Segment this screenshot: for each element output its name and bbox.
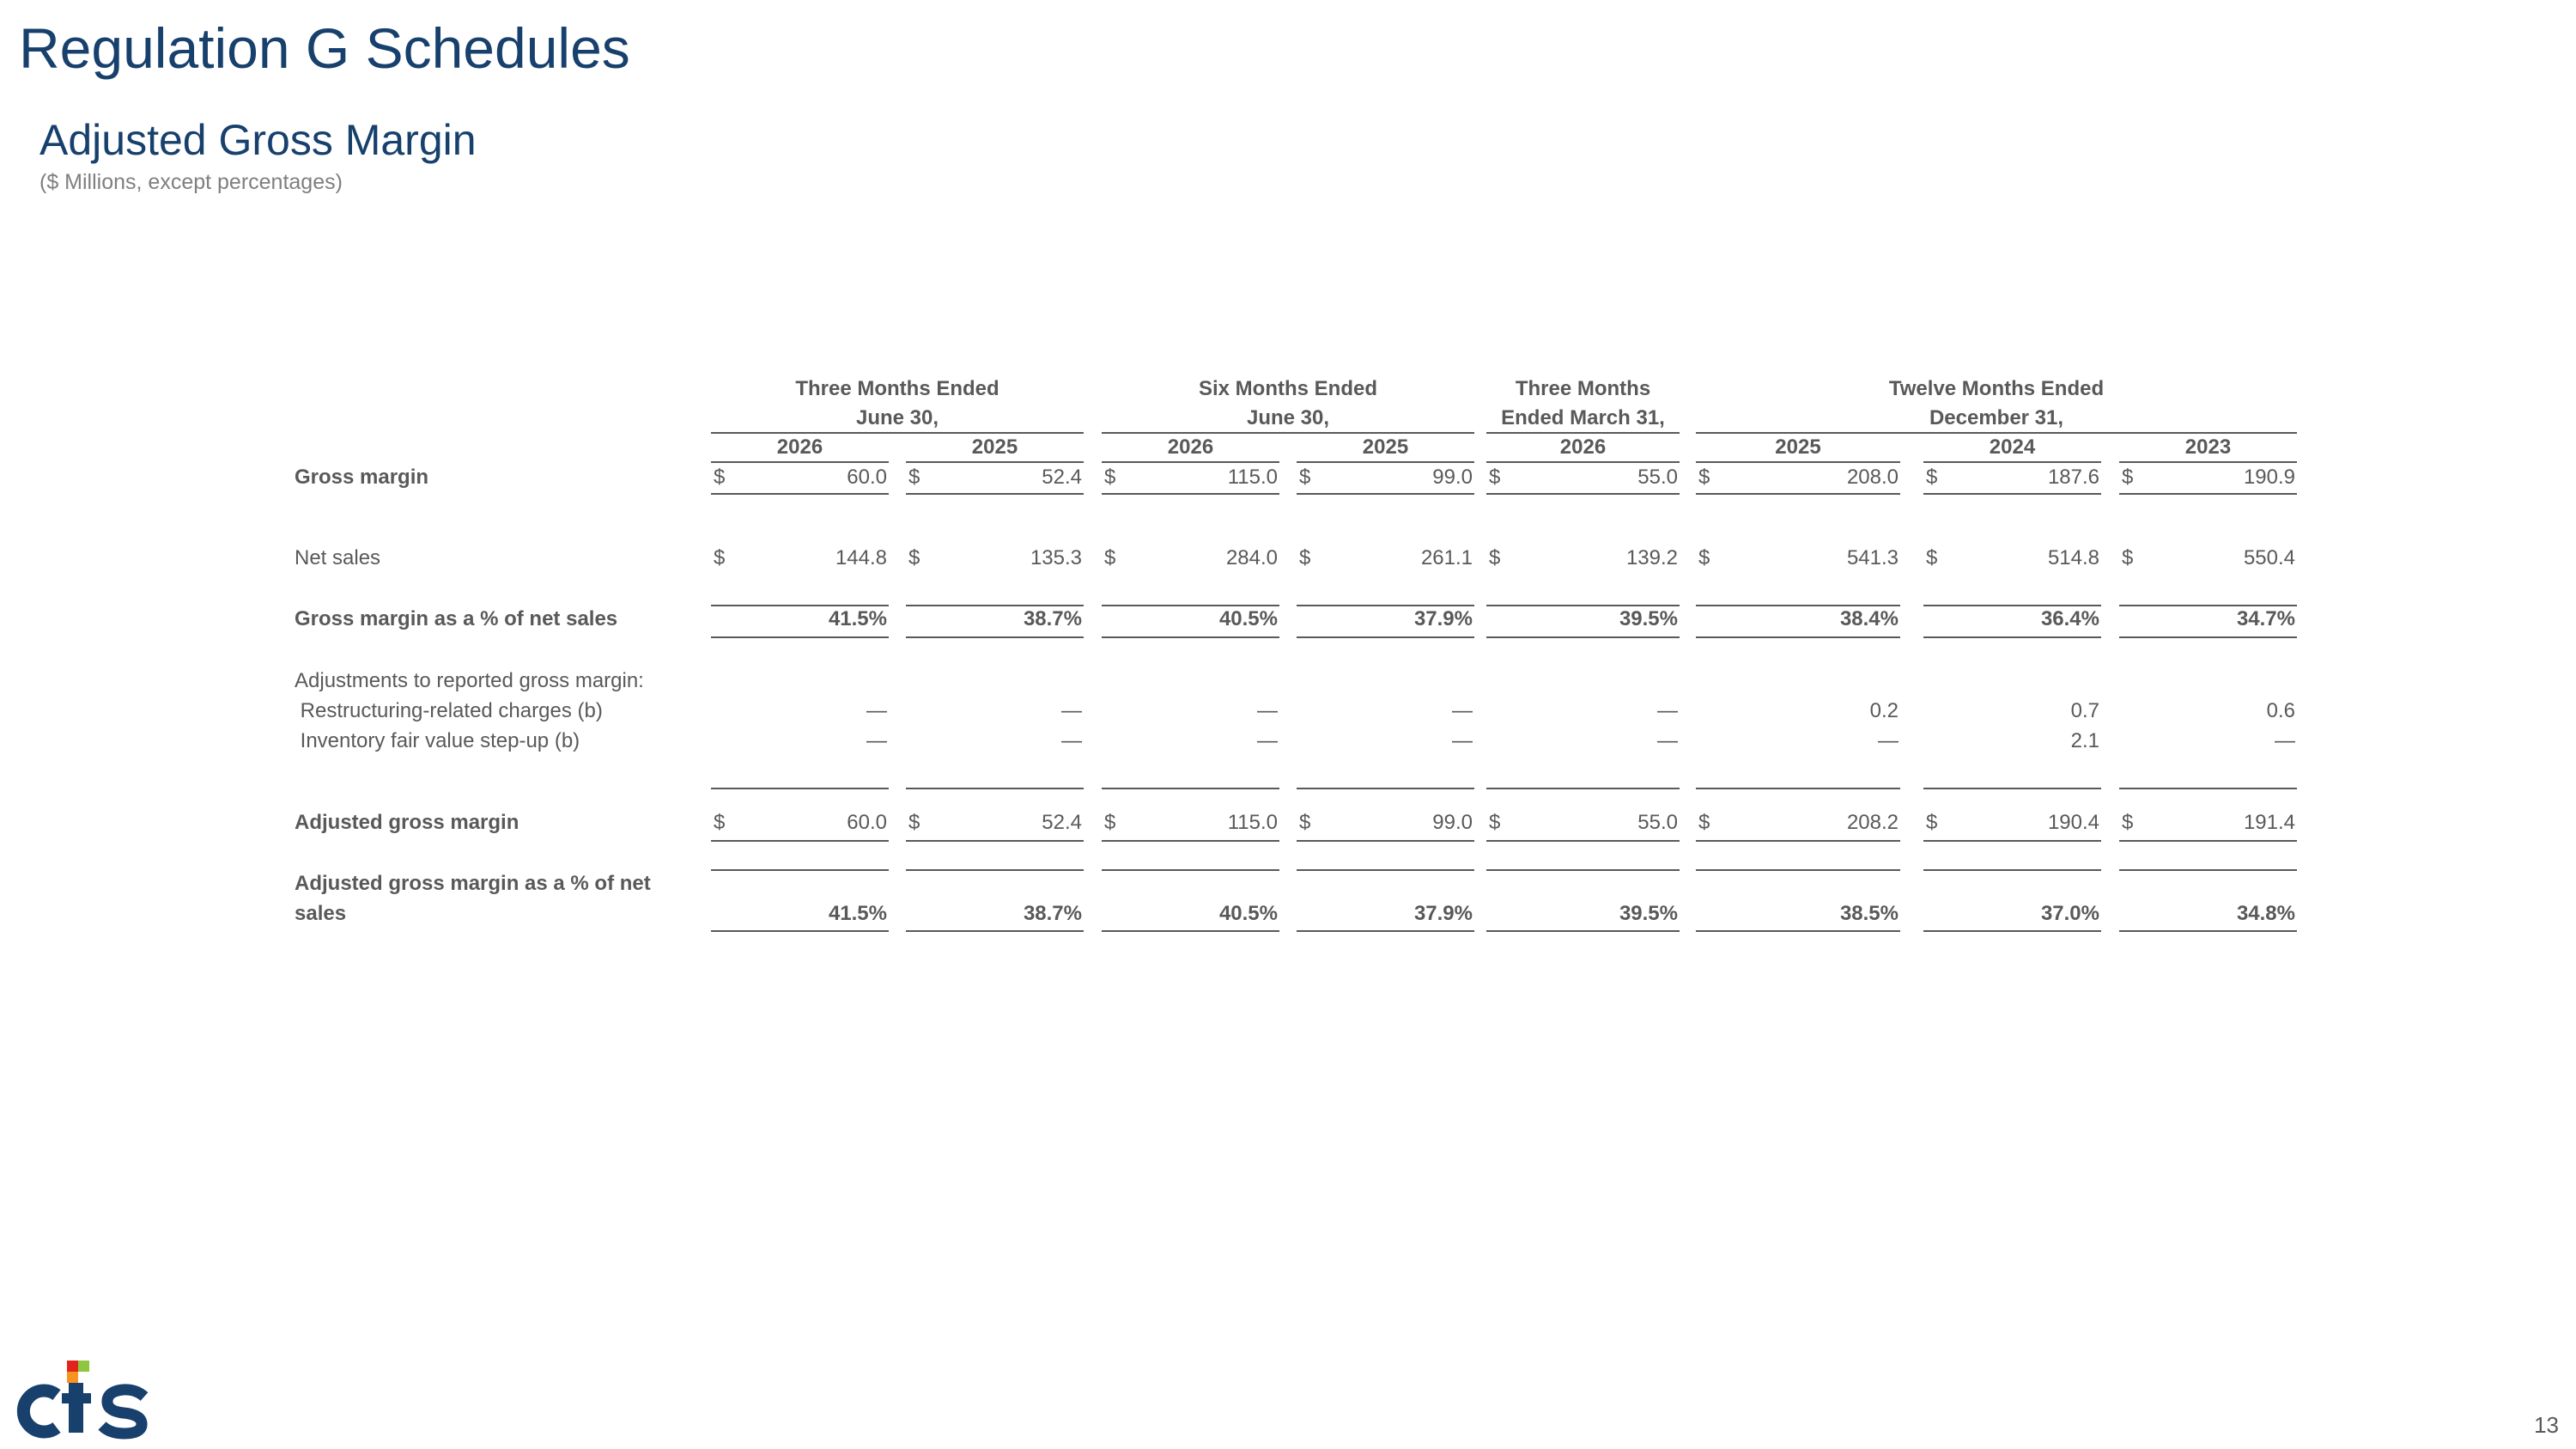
- year-header: 2023: [2184, 435, 2232, 459]
- year-underline: [1297, 461, 1474, 463]
- table-cell: 41.5%: [828, 607, 887, 630]
- year-header: 2026: [1559, 435, 1607, 459]
- group-header-underline: [711, 432, 1084, 434]
- table-cell: 55.0: [1637, 811, 1678, 834]
- table-cell: 514.8: [2047, 546, 2099, 569]
- table-cell: 39.5%: [1619, 607, 1678, 630]
- table-cell: 550.4: [2243, 546, 2295, 569]
- table-cell: —: [1657, 699, 1678, 722]
- currency-symbol: $: [1698, 546, 1710, 569]
- section-title: Adjusted Gross Margin: [39, 116, 477, 164]
- net-sales-underline: [906, 605, 1084, 606]
- year-header: 2025: [1775, 435, 1821, 459]
- units-note: ($ Millions, except percentages): [39, 170, 343, 194]
- table-cell: 99.0: [1432, 466, 1473, 489]
- currency-symbol: $: [1489, 811, 1501, 834]
- year-header: 2024: [1989, 435, 2036, 459]
- percent-underline: [1923, 636, 2101, 638]
- currency-symbol: $: [2122, 546, 2134, 569]
- adjustments-underline: [1102, 788, 1279, 789]
- gross-margin-underline: [2119, 493, 2297, 495]
- adjustments-underline: [906, 788, 1084, 789]
- percent-underline: [1102, 636, 1279, 638]
- table-cell: 37.9%: [1413, 902, 1473, 925]
- table-cell: 135.3: [1030, 546, 1082, 569]
- group-header-underline: [1486, 432, 1680, 434]
- table-cell: —: [1061, 699, 1082, 722]
- adjusted-percent-underline: [1102, 930, 1279, 932]
- year-underline: [1102, 461, 1279, 463]
- table-cell: 99.0: [1432, 811, 1473, 834]
- table-cell: 191.4: [2243, 811, 2295, 834]
- group-header-line1: Three Months Ended: [795, 377, 999, 400]
- adjusted-margin-underline: [711, 840, 889, 842]
- table-cell: —: [866, 729, 887, 752]
- adjusted-margin-rule: [1696, 869, 1900, 871]
- adjustments-underline: [1696, 788, 1900, 789]
- adjusted-margin-underline: [1486, 840, 1680, 842]
- table-cell: —: [1657, 729, 1678, 752]
- adjustments-underline: [1486, 788, 1680, 789]
- adjusted-margin-rule: [1486, 869, 1680, 871]
- currency-symbol: $: [714, 811, 726, 834]
- currency-symbol: $: [1104, 546, 1116, 569]
- adjusted-percent-underline: [906, 930, 1084, 932]
- row-label: Adjusted gross margin as a % of net: [295, 872, 651, 895]
- table-cell: 36.4%: [2040, 607, 2099, 630]
- table-cell: 187.6: [2047, 466, 2099, 489]
- table-cell: 52.4: [1042, 466, 1082, 489]
- adjusted-margin-rule: [1923, 869, 2101, 871]
- year-underline: [1923, 461, 2101, 463]
- group-header-line1: Twelve Months Ended: [1888, 377, 2105, 400]
- table-cell: —: [1878, 729, 1899, 752]
- adjusted-margin-underline: [1102, 840, 1279, 842]
- table-cell: 115.0: [1227, 466, 1278, 489]
- net-sales-underline: [711, 605, 889, 606]
- currency-symbol: $: [1698, 466, 1710, 489]
- adjusted-margin-rule: [1297, 869, 1474, 871]
- adjusted-margin-underline: [1696, 840, 1900, 842]
- gross-margin-underline: [711, 493, 889, 495]
- net-sales-underline: [2119, 605, 2297, 606]
- group-header-underline: [1102, 432, 1474, 434]
- net-sales-underline: [1297, 605, 1474, 606]
- table-cell: —: [2275, 729, 2295, 752]
- percent-underline: [2119, 636, 2297, 638]
- currency-symbol: $: [908, 546, 920, 569]
- table-cell: 208.2: [1846, 811, 1899, 834]
- adjusted-margin-underline: [906, 840, 1084, 842]
- adjusted-percent-underline: [711, 930, 889, 932]
- page-title: Regulation G Schedules: [19, 16, 630, 80]
- table-cell: 0.2: [1869, 699, 1899, 722]
- page-number: 13: [2534, 1412, 2559, 1438]
- year-underline: [711, 461, 889, 463]
- table-cell: 2.1: [2070, 729, 2099, 752]
- table-cell: —: [866, 699, 887, 722]
- table-cell: 541.3: [1846, 546, 1899, 569]
- currency-symbol: $: [1299, 546, 1311, 569]
- row-label: Adjusted gross margin: [295, 811, 519, 834]
- percent-underline: [906, 636, 1084, 638]
- currency-symbol: $: [1299, 811, 1311, 834]
- currency-symbol: $: [1698, 811, 1710, 834]
- table-cell: 190.4: [2047, 811, 2099, 834]
- table-cell: 34.7%: [2236, 607, 2295, 630]
- table-cell: 139.2: [1625, 546, 1678, 569]
- table-cell: —: [1452, 699, 1473, 722]
- table-cell: 40.5%: [1218, 607, 1278, 630]
- row-label: Inventory fair value step-up (b): [295, 729, 580, 752]
- cts-logo: [15, 1357, 157, 1443]
- group-header-underline: [1696, 432, 2297, 434]
- table-cell: 208.0: [1846, 466, 1899, 489]
- gross-margin-underline: [1486, 493, 1680, 495]
- row-label: Gross margin: [295, 466, 429, 489]
- currency-symbol: $: [1299, 466, 1311, 489]
- currency-symbol: $: [1489, 546, 1501, 569]
- table-cell: 55.0: [1637, 466, 1678, 489]
- table-cell: 37.0%: [2040, 902, 2099, 925]
- year-header: 2026: [776, 435, 823, 459]
- net-sales-underline: [1696, 605, 1900, 606]
- year-underline: [1696, 461, 1900, 463]
- currency-symbol: $: [1926, 466, 1938, 489]
- gross-margin-underline: [1297, 493, 1474, 495]
- adjustments-underline: [1297, 788, 1474, 789]
- group-header-line2: June 30,: [1246, 406, 1330, 429]
- gross-margin-underline: [1696, 493, 1900, 495]
- adjusted-percent-underline: [1486, 930, 1680, 932]
- percent-underline: [1486, 636, 1680, 638]
- adjusted-percent-underline: [1923, 930, 2101, 932]
- currency-symbol: $: [908, 466, 920, 489]
- currency-symbol: $: [1926, 546, 1938, 569]
- currency-symbol: $: [1926, 811, 1938, 834]
- percent-underline: [1696, 636, 1900, 638]
- currency-symbol: $: [1104, 811, 1116, 834]
- currency-symbol: $: [1104, 466, 1116, 489]
- table-cell: 261.1: [1420, 546, 1473, 569]
- gross-margin-underline: [1923, 493, 2101, 495]
- table-cell: 37.9%: [1413, 607, 1473, 630]
- year-underline: [1486, 461, 1680, 463]
- percent-underline: [711, 636, 889, 638]
- adjusted-margin-rule: [2119, 869, 2297, 871]
- adjustments-underline: [1923, 788, 2101, 789]
- year-header: 2025: [1362, 435, 1409, 459]
- table-cell: 0.6: [2266, 699, 2295, 722]
- row-label: Net sales: [295, 546, 381, 569]
- currency-symbol: $: [1489, 466, 1501, 489]
- currency-symbol: $: [908, 811, 920, 834]
- year-header: 2026: [1167, 435, 1214, 459]
- adjustments-underline: [2119, 788, 2297, 789]
- table-cell: 39.5%: [1619, 902, 1678, 925]
- table-cell: 40.5%: [1218, 902, 1278, 925]
- gross-margin-underline: [906, 493, 1084, 495]
- row-label: Gross margin as a % of net sales: [295, 607, 618, 630]
- adjusted-margin-rule: [1102, 869, 1279, 871]
- adjusted-margin-rule: [906, 869, 1084, 871]
- table-cell: 144.8: [835, 546, 887, 569]
- table-cell: 38.5%: [1839, 902, 1899, 925]
- group-header-line1: Six Months Ended: [1198, 377, 1377, 400]
- table-cell: —: [1061, 729, 1082, 752]
- adjusted-margin-underline: [1297, 840, 1474, 842]
- table-cell: 41.5%: [828, 902, 887, 925]
- currency-symbol: $: [714, 466, 726, 489]
- row-label: Restructuring-related charges (b): [295, 699, 603, 722]
- table-cell: —: [1257, 699, 1278, 722]
- row-label: sales: [295, 902, 347, 925]
- net-sales-underline: [1102, 605, 1279, 606]
- row-label: Adjustments to reported gross margin:: [295, 669, 644, 692]
- adjusted-percent-underline: [1696, 930, 1900, 932]
- table-cell: 0.7: [2070, 699, 2099, 722]
- table-cell: 38.4%: [1839, 607, 1899, 630]
- table-cell: 38.7%: [1023, 607, 1082, 630]
- group-header-line2: Ended March 31,: [1501, 406, 1665, 429]
- group-header-line2: June 30,: [855, 406, 939, 429]
- table-cell: 60.0: [847, 811, 887, 834]
- table-cell: 115.0: [1227, 811, 1278, 834]
- adjusted-percent-underline: [2119, 930, 2297, 932]
- adjusted-margin-underline: [1923, 840, 2101, 842]
- adjusted-percent-underline: [1297, 930, 1474, 932]
- table-cell: 52.4: [1042, 811, 1082, 834]
- table-cell: 38.7%: [1023, 902, 1082, 925]
- year-header: 2025: [971, 435, 1018, 459]
- currency-symbol: $: [2122, 466, 2134, 489]
- table-cell: 284.0: [1225, 546, 1278, 569]
- gross-margin-underline: [1102, 493, 1279, 495]
- table-cell: —: [1257, 729, 1278, 752]
- currency-symbol: $: [714, 546, 726, 569]
- table-cell: 34.8%: [2236, 902, 2295, 925]
- group-header-line2: December 31,: [1929, 406, 2064, 429]
- net-sales-underline: [1923, 605, 2101, 606]
- adjusted-margin-rule: [711, 869, 889, 871]
- table-cell: 60.0: [847, 466, 887, 489]
- year-underline: [2119, 461, 2297, 463]
- year-underline: [906, 461, 1084, 463]
- table-cell: —: [1452, 729, 1473, 752]
- percent-underline: [1297, 636, 1474, 638]
- table-cell: 190.9: [2243, 466, 2295, 489]
- net-sales-underline: [1486, 605, 1680, 606]
- group-header-line1: Three Months: [1515, 377, 1651, 400]
- adjusted-margin-underline: [2119, 840, 2297, 842]
- currency-symbol: $: [2122, 811, 2134, 834]
- adjustments-underline: [711, 788, 889, 789]
